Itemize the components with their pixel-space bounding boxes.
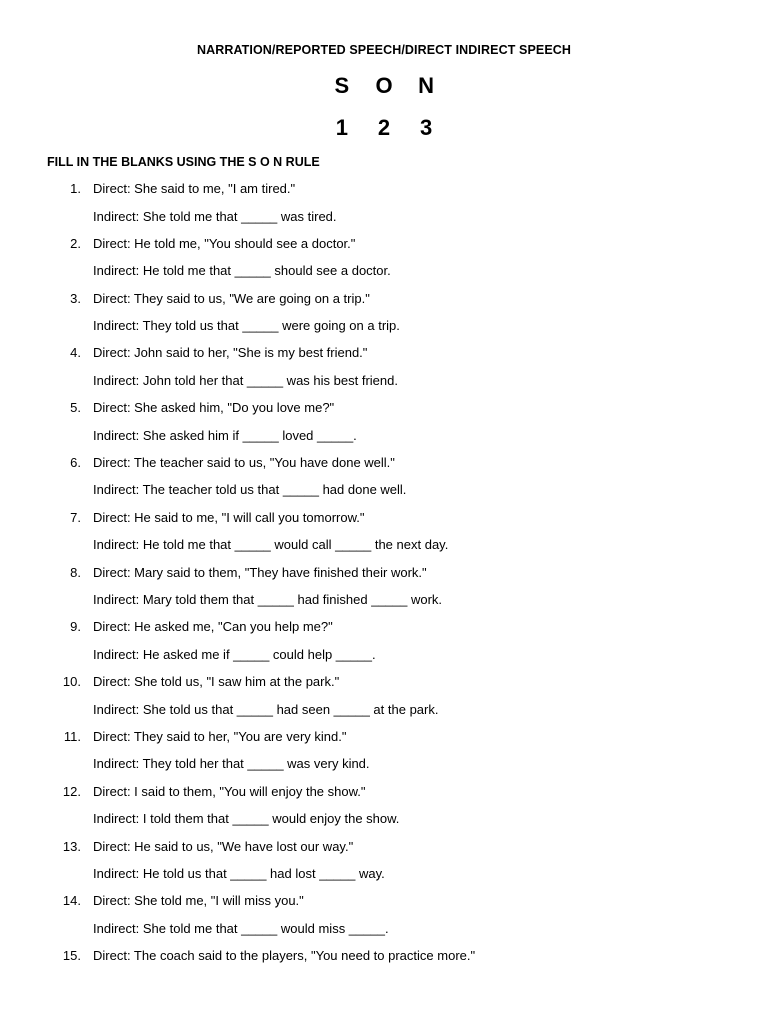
exercise-item <box>0 838 768 893</box>
direct-sentence: Direct: He told me, "You should see a doctor." <box>93 235 356 251</box>
exercise-item <box>0 673 768 728</box>
indirect-sentence: Indirect: The teacher told us that _____ had done well. <box>93 482 407 498</box>
direct-sentence: Direct: They said to us, "We are going on a trip." <box>93 290 370 306</box>
item-number: 5. <box>70 400 81 416</box>
indirect-sentence: Indirect: They told her that _____ was very kind. <box>93 756 370 772</box>
item-number: 4. <box>70 345 81 361</box>
item-number: 11. <box>63 728 81 744</box>
son-numbers-row <box>0 115 768 141</box>
exercise-list <box>0 180 768 1002</box>
item-number: 7. <box>70 509 81 525</box>
item-number: 3. <box>70 290 81 306</box>
item-number: 15. <box>62 948 81 964</box>
exercise-item <box>0 783 768 838</box>
exercise-item <box>0 618 768 673</box>
indirect-sentence: Indirect: She asked him if _____ loved _____. <box>93 427 357 443</box>
indirect-sentence: Indirect: She told me that _____ would miss _____. <box>93 920 389 936</box>
indirect-sentence: Indirect: He asked me if _____ could help _____. <box>93 646 376 662</box>
item-number: 14. <box>62 893 81 909</box>
direct-sentence: Direct: She told us, "I saw him at the park." <box>93 674 340 690</box>
number-1: 1 <box>335 115 348 140</box>
direct-sentence: Direct: Mary said to them, "They have finished their work." <box>93 564 427 580</box>
direct-sentence: Direct: He said to me, "I will call you tomorrow." <box>93 509 365 525</box>
item-number: 10. <box>62 674 81 690</box>
exercise-item <box>0 344 768 399</box>
direct-sentence: Direct: John said to her, "She is my best friend." <box>93 345 368 361</box>
indirect-sentence: Indirect: She told us that _____ had seen _____ at the park. <box>93 701 439 717</box>
exercise-item <box>0 399 768 454</box>
direct-sentence: Direct: I said to them, "You will enjoy the show." <box>93 783 366 799</box>
exercise-item <box>0 235 768 290</box>
item-number: 9. <box>70 619 81 635</box>
instructions-heading: FILL IN THE BLANKS USING THE S O N RULE <box>47 155 320 169</box>
item-number: 12. <box>62 783 81 799</box>
direct-sentence: Direct: She said to me, "I am tired." <box>93 181 296 196</box>
exercise-item <box>0 290 768 345</box>
exercise-item <box>0 180 768 235</box>
indirect-sentence: Indirect: Mary told them that _____ had finished _____ work. <box>93 592 443 608</box>
direct-sentence: Direct: They said to her, "You are very kind." <box>93 728 347 744</box>
letter-s: S <box>334 73 350 98</box>
item-number: 8. <box>70 564 81 580</box>
item-number: 1. <box>70 181 81 196</box>
item-number: 2. <box>70 235 81 251</box>
indirect-sentence: Indirect: She told me that _____ was tired. <box>93 208 337 224</box>
direct-sentence: Direct: She asked him, "Do you love me?" <box>93 400 335 416</box>
item-number: 6. <box>70 454 81 470</box>
direct-sentence: Direct: He asked me, "Can you help me?" <box>93 619 333 635</box>
indirect-sentence: Indirect: He told me that _____ would call _____ the next day. <box>93 537 449 553</box>
exercise-item <box>0 728 768 783</box>
exercise-item <box>0 892 768 947</box>
exercise-item <box>0 509 768 564</box>
letter-n: N <box>418 73 435 98</box>
indirect-sentence: Indirect: They told us that _____ were going on a trip. <box>93 318 400 334</box>
indirect-sentence: Indirect: John told her that _____ was his best friend. <box>93 372 398 388</box>
exercise-item <box>0 564 768 619</box>
direct-sentence: Direct: The coach said to the players, "You need to practice more." <box>93 948 476 964</box>
exercise-item <box>0 454 768 509</box>
letter-o: O <box>375 73 393 98</box>
indirect-sentence: Indirect: I told them that _____ would enjoy the show. <box>93 811 400 827</box>
direct-sentence: Direct: He said to us, "We have lost our way." <box>93 838 354 854</box>
number-2: 2 <box>377 115 391 140</box>
number-3: 3 <box>420 115 433 140</box>
item-number: 13. <box>62 838 81 854</box>
indirect-sentence: Indirect: He told us that _____ had lost _____ way. <box>93 866 385 882</box>
direct-sentence: Direct: She told me, "I will miss you." <box>93 893 304 909</box>
direct-sentence: Direct: The teacher said to us, "You have done well." <box>93 454 395 470</box>
indirect-sentence: Indirect: He told me that _____ should see a doctor. <box>93 263 391 279</box>
exercise-item <box>0 947 768 1002</box>
document-title: NARRATION/REPORTED SPEECH/DIRECT INDIRECT SPEECH <box>196 43 572 57</box>
son-letters-row <box>0 73 768 99</box>
